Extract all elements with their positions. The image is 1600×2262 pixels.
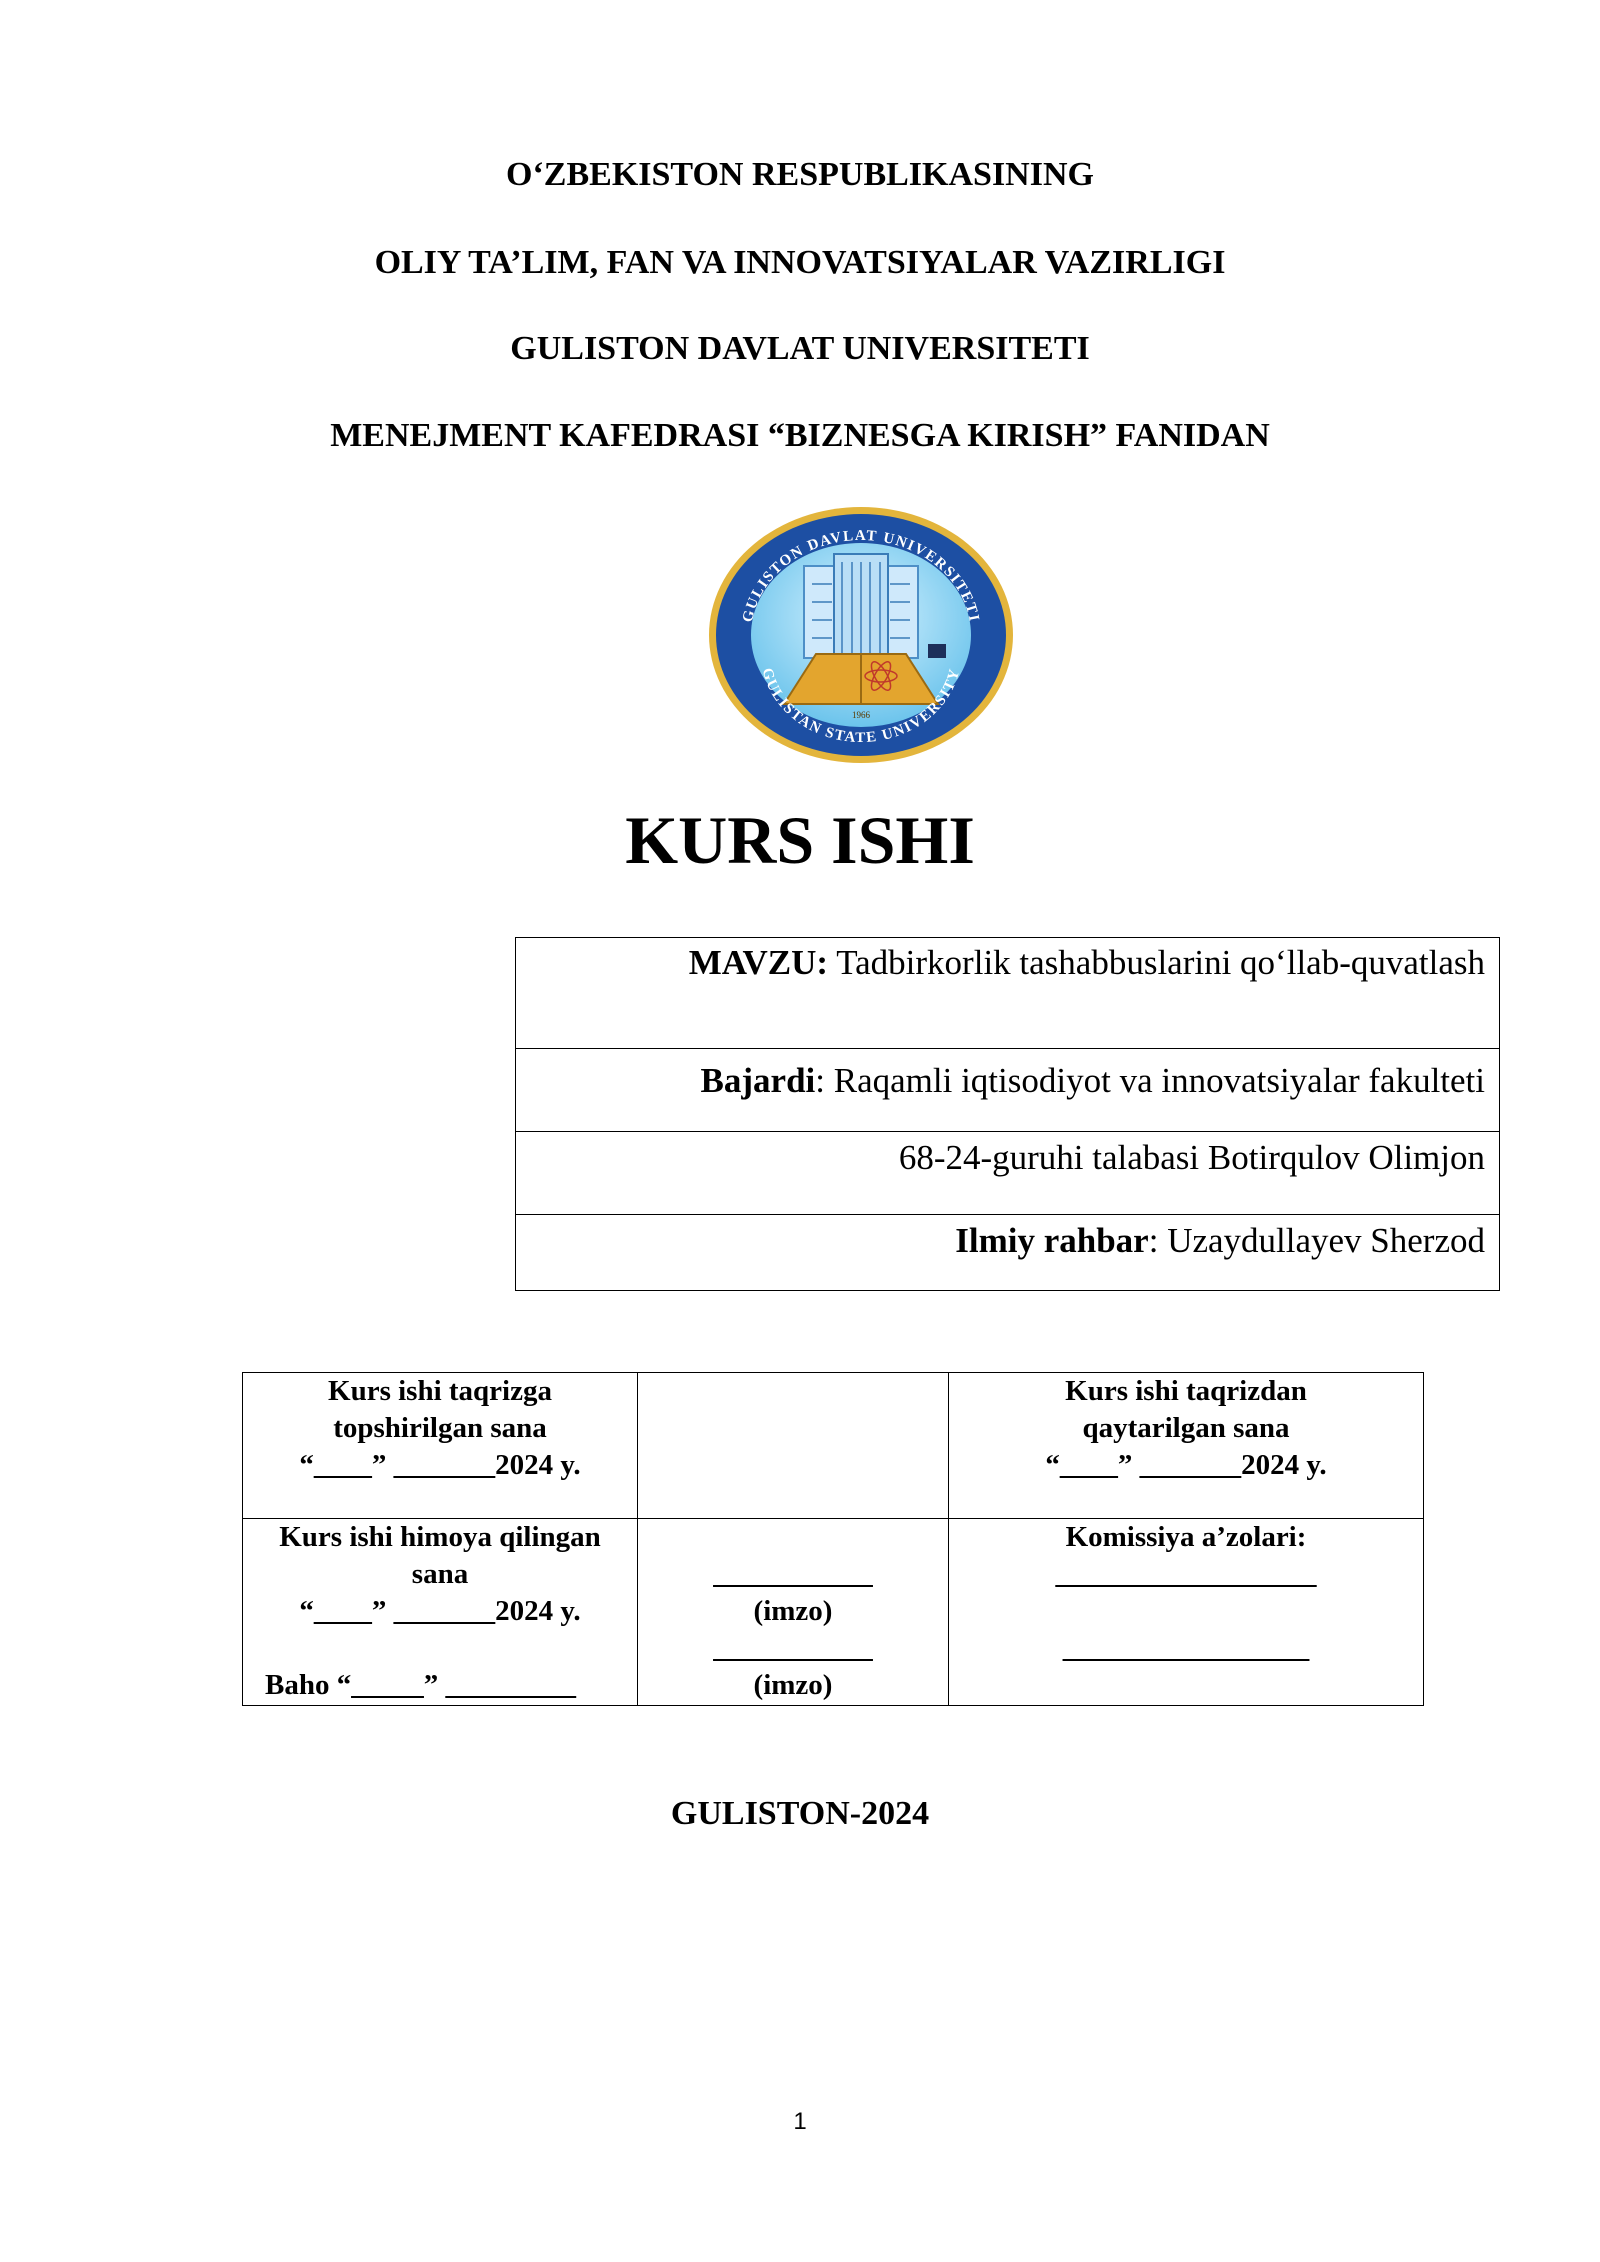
author-group: 68-24-guruhi talabasi Botirqulov Olimjon — [898, 1138, 1485, 1177]
group-row — [516, 1131, 1499, 1214]
submitted-cell: Kurs ishi taqrizga topshirilgan sana “____” _______2024 y. — [243, 1373, 638, 1519]
grades-table — [242, 1372, 1424, 1706]
author-row — [516, 1048, 1499, 1131]
info-table — [515, 937, 1500, 1291]
document-title: KURS ISHI — [625, 802, 975, 878]
ministry-header-line1: O‘ZBEKISTON RESPUBLIKASINING — [506, 156, 1094, 193]
department-line: MENEJMENT KAFEDRASI “BIZNESGA KIRISH” FANIDAN — [330, 417, 1270, 454]
topic-label: MAVZU: — [688, 943, 829, 982]
defense-row — [243, 1519, 1424, 1706]
supervisor-row — [516, 1214, 1499, 1290]
commission-label: Komissiya a’zolari: — [1065, 1521, 1307, 1553]
commission-line-2: _________________ — [1062, 1632, 1310, 1664]
supervisor-name: : Uzaydullayev Sherzod — [1148, 1221, 1485, 1260]
topic-row — [516, 938, 1499, 1048]
signature-cell — [638, 1519, 949, 1706]
author-label: Bajardi — [700, 1061, 816, 1100]
city-year: GULISTON-2024 — [670, 1795, 930, 1832]
university-name: GULISTON DAVLAT UNIVERSITETI — [510, 330, 1090, 367]
ministry-header-line2: OLIY TA’LIM, FAN VA INNOVATSIYALAR VAZIRLIGI — [374, 244, 1226, 281]
topic-value: Tadbirkorlik tashabbuslarini qo‘llab-quvatlash — [828, 943, 1485, 982]
signature-label-1: (imzo) — [753, 1595, 833, 1627]
returned-cell: Kurs ishi taqrizdan qaytarilgan sana “____” _______2024 y. — [949, 1373, 1424, 1519]
svg-text:1966: 1966 — [852, 710, 870, 720]
grade-field: Baho “_____” _________ — [265, 1669, 576, 1701]
signature-label-2: (imzo) — [753, 1669, 833, 1701]
supervisor-label: Ilmiy rahbar — [955, 1221, 1149, 1260]
commission-cell — [949, 1519, 1424, 1706]
logo-bottom-arc-text: GULISTAN STATE UNIVERSITY — [758, 666, 964, 746]
defended-cell: Kurs ishi himoya qilingan sana “____” _______2024 y. Baho “_____” _________ — [243, 1519, 638, 1706]
returned-date: “____” _______2024 y. — [1045, 1449, 1327, 1481]
review-row — [243, 1373, 1424, 1519]
author-faculty: : Raqamli iqtisodiyot va innovatsiyalar fakulteti — [815, 1061, 1485, 1100]
page-number: 1 — [793, 2108, 807, 2135]
signature-line-2: ___________ — [713, 1632, 873, 1664]
commission-line-1: __________________ — [1055, 1558, 1317, 1590]
defended-date: “____” _______2024 y. — [299, 1595, 581, 1627]
logo-laptop-icon — [928, 644, 946, 658]
submitted-date: “____” _______2024 y. — [299, 1449, 581, 1481]
empty-cell — [638, 1373, 949, 1519]
university-logo — [706, 504, 1016, 766]
signature-line-1: ___________ — [713, 1558, 873, 1590]
logo-top-arc-text: GULISTON DAVLAT UNIVERSITETI — [739, 528, 982, 624]
